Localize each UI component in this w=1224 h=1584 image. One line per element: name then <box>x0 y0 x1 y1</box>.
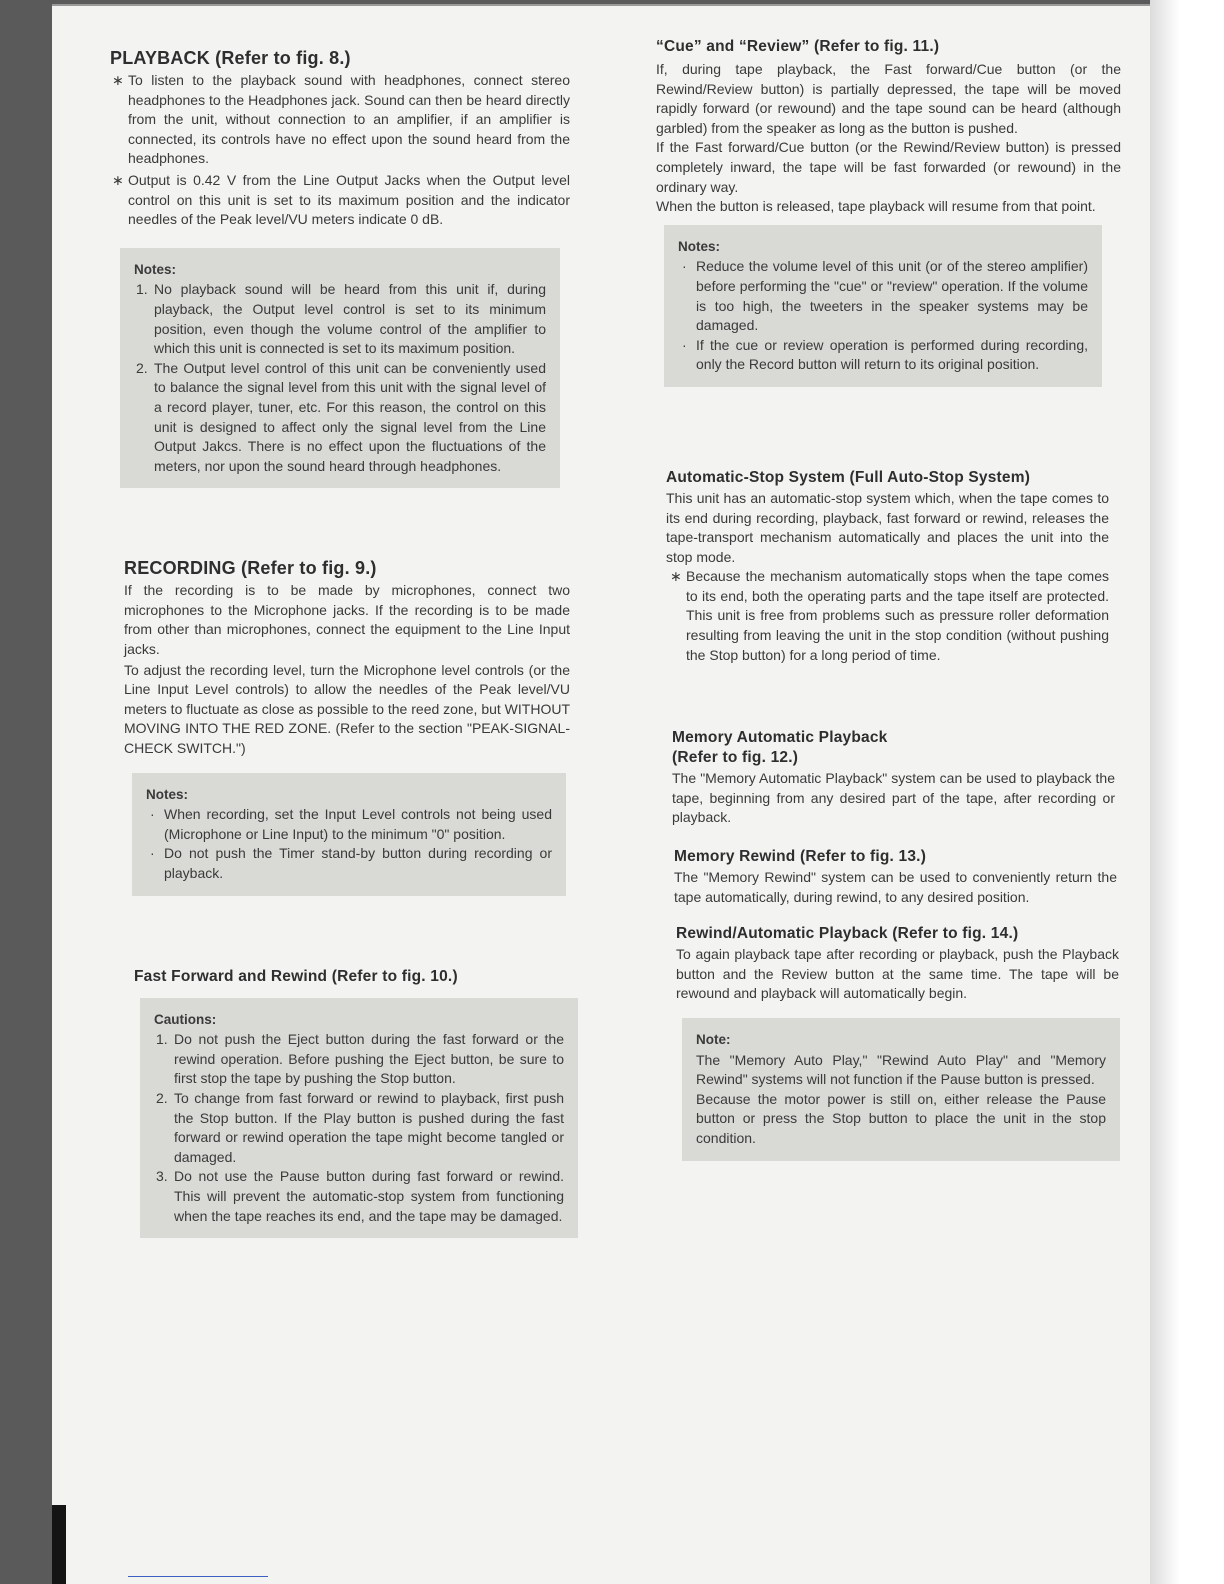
cue-notes-title: Notes: <box>678 238 721 254</box>
memory-playback-paragraph: The "Memory Automatic Playback" system can be used to playback the tape, beginning from any desired part of the tape, after recording or playback. <box>672 770 1115 826</box>
caution-3-text: Do not use the Pause button during fast forward or rewind. This will prevent the automatic-stop system from functioning when the tape reaches its end, and the tape may be damaged. <box>174 1168 564 1224</box>
fastforward-heading: Fast Forward and Rewind (Refer to fig. 10.) <box>134 967 458 985</box>
cue-note-1 <box>678 257 1088 335</box>
page-top-edge <box>52 4 1158 6</box>
playback-bullet-2 <box>110 171 570 230</box>
rewind-auto-section <box>676 925 1119 1160</box>
autostop-bullet <box>666 567 1109 665</box>
caution-2 <box>154 1089 564 1167</box>
playback-note-2-text: The Output level control of this unit can be conveniently used to balance the signal level from this unit with the signal level of a record player, tuner, etc. For this reason, the control on this unit is designed to affect only the signal level from the Line Output Jakcs. There is no effect upon the fluctuations of the meters, nor upon the sound heard through headphones. <box>154 359 546 474</box>
cue-paragraph-2: If the Fast forward/Cue button (or the Rewind/Review button) is pressed completely inward, the tape will be fast forwarded (or rewound) in the ordinary way. <box>656 139 1121 195</box>
asterisk-marker: ∗ <box>112 72 124 88</box>
playback-note-1 <box>134 280 546 358</box>
note-number: 1. <box>136 281 148 298</box>
cue-review-heading: “Cue” and “Review” (Refer to fig. 11.) <box>656 38 940 55</box>
recording-notes-title: Notes: <box>146 786 189 802</box>
cue-paragraph-1: If, during tape playback, the Fast forward/Cue button (or the Rewind/Review button) is partially depressed, the tape will be moved rapidly forward (or rewound) and the tape sound can be heard (although garbled) from the speaker as long as the button is pushed. <box>656 61 1121 136</box>
memory-rewind-paragraph: The "Memory Rewind" system can be used to conveniently return the tape automatically, during rewind, to any desired position. <box>674 869 1117 905</box>
cue-note-2-text: If the cue or review operation is performed during recording, only the Record button will return to its original position. <box>696 336 1088 373</box>
rewind-auto-paragraph: To again playback tape after recording or playback, push the Playback button and the Review button at the same time. The tape will be rewound and playback will automatically begin. <box>676 946 1119 1002</box>
dot-marker: · <box>682 258 687 275</box>
dot-marker: · <box>682 336 687 353</box>
asterisk-marker: ∗ <box>112 171 124 188</box>
fastforward-cautions-title: Cautions: <box>154 1011 217 1027</box>
playback-note-1-text: No playback sound will be heard from this unit if, during playback, the Output level control is set to its minimum position, even though the volume control of the amplifier to which this unit is connected is set to its maximum position. <box>154 281 546 357</box>
playback-bullet-1 <box>110 71 570 169</box>
autostop-section <box>666 469 1109 665</box>
playback-bullet-2-text: Output is 0.42 V from the Line Output Jacks when the Output level control on this unit is set to its maximum position and the indicator needles of the Peak level/VU meters indicate 0 dB. <box>128 171 570 228</box>
bottom-rule <box>128 1576 268 1577</box>
recording-heading: RECORDING (Refer to fig. 9.) <box>124 558 377 579</box>
cue-notes-box <box>664 225 1102 387</box>
rewind-auto-note-title: Note: <box>696 1032 731 1047</box>
dot-marker: · <box>150 845 155 862</box>
asterisk-marker: ∗ <box>670 568 682 585</box>
memory-rewind-section <box>674 848 1117 907</box>
recording-paragraph-2: To adjust the recording level, turn the Microphone level controls (or the Line Input Level controls) to allow the needles of the Peak level/VU meters to fluctuate as close as possible to the reed zone, but WITHOUT MOVING INTO THE RED ZONE. (Refer to the section "PEAK-SIGNAL-CHECK SWITCH.") <box>124 661 570 757</box>
note-number: 3. <box>156 1168 168 1185</box>
recording-paragraph-1: If the recording is to be made by microphones, connect two microphones to the Microphone jacks. If the recording is to be made from other than microphones, connect the equipment to the Line Input jacks. <box>124 582 570 658</box>
playback-bullet-1-text: To listen to the playback sound with headphones, connect stereo headphones to the Headphones jack. Sound can then be heard directly from the unit, without connection to an amplifier, if an amplifier is connected, its controls have no effect upon the sound heard from the headphones. <box>128 72 570 167</box>
memory-playback-heading-line2: (Refer to fig. 12.) <box>672 749 799 767</box>
autostop-bullet-text: Because the mechanism automatically stops when the tape comes to its end, both the operating parts and the tape itself are protected. This unit is free from problems such as pressure roller deformation resulting from leaving the unit in the stop condition (without pushing the Stop button) for a long period of time. <box>686 568 1109 663</box>
binding-mark <box>52 1505 66 1584</box>
caution-3 <box>154 1167 564 1226</box>
note-number: 2. <box>156 1089 168 1106</box>
scan-edge-shadow <box>1150 0 1224 1584</box>
recording-section <box>124 558 570 895</box>
memory-playback-heading-line1: Memory Automatic Playback <box>672 729 888 747</box>
caution-1 <box>154 1030 564 1089</box>
recording-note-1 <box>146 805 552 844</box>
note-number: 1. <box>156 1031 168 1048</box>
playback-notes-box <box>120 248 560 489</box>
autostop-paragraph: This unit has an automatic-stop system which, when the tape comes to its end during recording, playback, fast forward or rewind, releases the tape-transport mechanism automatically and places the unit into the stop mode. <box>666 489 1109 565</box>
caution-1-text: Do not push the Eject button during the fast forward or the rewind operation. Before pushing the Eject button, be sure to first stop the tape by pushing the Stop button. <box>174 1031 564 1087</box>
fastforward-cautions-box <box>140 998 578 1239</box>
note-number: 2. <box>136 359 148 376</box>
recording-notes-box <box>132 773 566 896</box>
fastforward-section <box>134 968 570 1239</box>
rewind-auto-note-2: Because the motor power is still on, either release the Pause button or press the Stop button to place the unit in the stop condition. <box>696 1090 1106 1146</box>
right-column <box>656 38 1121 1161</box>
cue-note-1-text: Reduce the volume level of this unit (or of the stereo amplifier) before performing the "cue" or "review" operation. If the volume is too high, the tweeters in the speaker systems may be damaged. <box>696 258 1088 334</box>
cue-note-2 <box>678 336 1088 375</box>
playback-note-2 <box>134 359 546 477</box>
memory-playback-section <box>672 729 1115 828</box>
recording-note-2-text: Do not push the Timer stand-by button during recording or playback. <box>164 845 552 881</box>
playback-section <box>110 48 570 488</box>
autostop-heading: Automatic-Stop System (Full Auto-Stop System) <box>666 468 1031 486</box>
rewind-auto-note-box <box>682 1018 1120 1161</box>
dot-marker: · <box>150 806 155 823</box>
memory-rewind-heading: Memory Rewind (Refer to fig. 13.) <box>674 848 927 866</box>
playback-notes-title: Notes: <box>134 261 177 277</box>
rewind-auto-note-1: The "Memory Auto Play," "Rewind Auto Play" and "Memory Rewind" systems will not function if the Pause button is pressed. <box>696 1051 1106 1088</box>
recording-note-1-text: When recording, set the Input Level controls not being used (Microphone or Line Input) to the minimum "0" position. <box>164 806 552 842</box>
caution-2-text: To change from fast forward or rewind to playback, first push the Stop button. If the Play button is pushed during the fast forward or rewind operation the tape might become tangled or damaged. <box>174 1089 564 1165</box>
rewind-auto-heading: Rewind/Automatic Playback (Refer to fig. 14.) <box>676 925 1019 943</box>
recording-note-2 <box>146 844 552 883</box>
cue-review-section <box>656 38 1121 387</box>
playback-heading: PLAYBACK (Refer to fig. 8.) <box>110 48 351 68</box>
left-column <box>110 48 570 1238</box>
cue-paragraph-3: When the button is released, tape playback will resume from that point. <box>656 198 1096 215</box>
